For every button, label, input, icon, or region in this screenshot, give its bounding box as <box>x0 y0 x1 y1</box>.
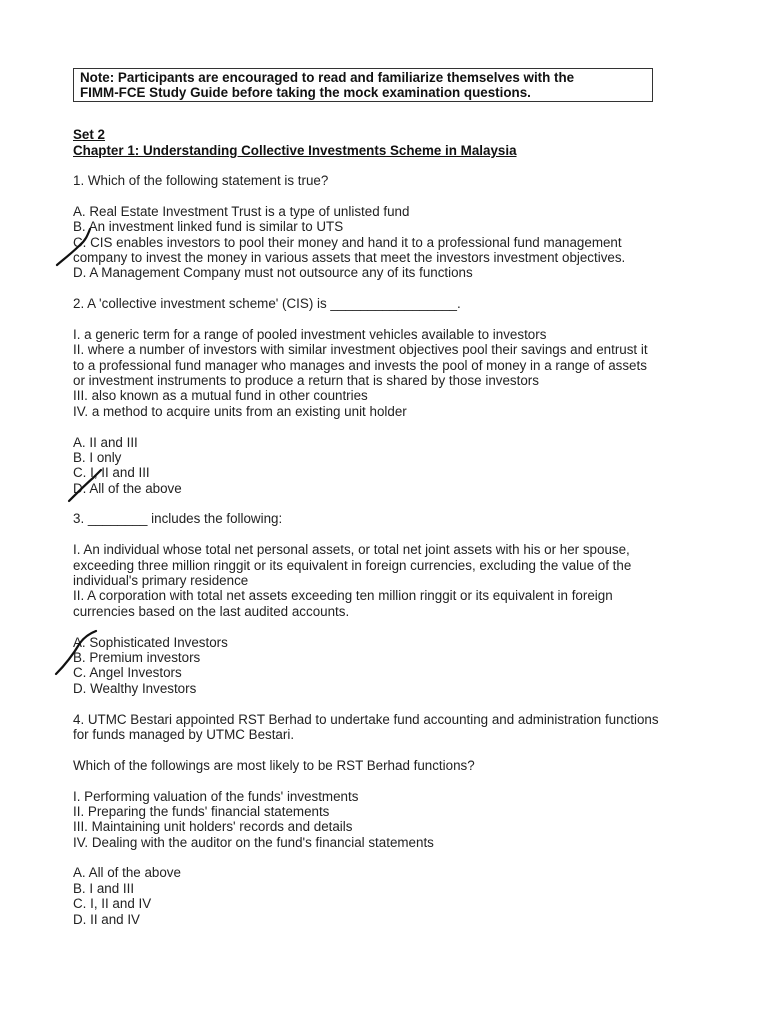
q2-option-d: D. All of the above <box>73 481 182 496</box>
q2-statement-4: IV. a method to acquire units from an existing unit holder <box>73 404 407 419</box>
q3-option-a: A. Sophisticated Investors <box>73 635 228 650</box>
q3-option-c: C. Angel Investors <box>73 665 182 680</box>
q4-statement-2: II. Preparing the funds' financial statements <box>73 804 330 819</box>
note-box <box>73 68 653 102</box>
q1-option-c-cont: company to invest the money in various assets that meet the investors investment objectives. <box>73 250 626 265</box>
q4-option-b: B. I and III <box>73 881 135 896</box>
q1-option-b: B. An investment linked fund is similar to UTS <box>73 219 344 234</box>
q4-statement-1: I. Performing valuation of the funds' investments <box>73 789 359 804</box>
q3-statement-2-cont: currencies based on the last audited accounts. <box>73 604 350 619</box>
q2-statement-1: I. a generic term for a range of pooled investment vehicles available to investors <box>73 327 547 342</box>
set-label: Set 2 <box>73 127 106 142</box>
q4-option-d: D. II and IV <box>73 912 140 927</box>
q4-statement-3: III. Maintaining unit holders' records and details <box>73 819 353 834</box>
q1-option-d: D. A Management Company must not outsource any of its functions <box>73 265 473 280</box>
q2-option-b: B. I only <box>73 450 122 465</box>
question-4-intro: 4. UTMC Bestari appointed RST Berhad to undertake fund accounting and administration functions <box>73 712 659 727</box>
q2-statement-2-cont-2: or investment instruments to produce a return that is shared by those investors <box>73 373 539 388</box>
q1-option-c: C. CIS enables investors to pool their money and hand it to a professional fund management <box>73 235 622 250</box>
q3-statement-1: I. An individual whose total net personal assets, or total net joint assets with his or her spouse, <box>73 542 630 557</box>
q2-statement-2-cont-1: to a professional fund manager who manages and invests the pool of money in a range of assets <box>73 358 647 373</box>
q3-statement-1-cont-1: exceeding three million ringgit or its equivalent in foreign currencies, excluding the value of the <box>73 558 632 573</box>
q4-statement-4: IV. Dealing with the auditor on the fund's financial statements <box>73 835 434 850</box>
question-1: 1. Which of the following statement is true? <box>73 173 329 188</box>
q2-option-c: C. I, II and III <box>73 465 150 480</box>
chapter-title: Chapter 1: Understanding Collective Investments Scheme in Malaysia <box>73 143 517 158</box>
q2-option-a: A. II and III <box>73 435 138 450</box>
q4-option-c: C. I, II and IV <box>73 896 152 911</box>
q2-statement-2: II. where a number of investors with similar investment objectives pool their savings and entrust it <box>73 342 648 357</box>
question-2: 2. A 'collective investment scheme' (CIS) is _________________. <box>73 296 461 311</box>
q3-statement-2: II. A corporation with total net assets exceeding ten million ringgit or its equivalent in foreign <box>73 588 613 603</box>
note-line-1: Note: Participants are encouraged to read and familiarize themselves with the <box>80 70 575 85</box>
q3-option-b: B. Premium investors <box>73 650 201 665</box>
q1-option-a: A. Real Estate Investment Trust is a type of unlisted fund <box>73 204 410 219</box>
q2-statement-3: III. also known as a mutual fund in other countries <box>73 388 368 403</box>
question-4: Which of the followings are most likely to be RST Berhad functions? <box>73 758 475 773</box>
q3-option-d: D. Wealthy Investors <box>73 681 197 696</box>
question-3: 3. ________ includes the following: <box>73 511 283 526</box>
question-4-intro-cont: for funds managed by UTMC Bestari. <box>73 727 295 742</box>
note-line-2: FIMM-FCE Study Guide before taking the mock examination questions. <box>80 85 531 101</box>
q3-statement-1-cont-2: individual's primary residence <box>73 573 249 588</box>
q4-option-a: A. All of the above <box>73 865 181 880</box>
